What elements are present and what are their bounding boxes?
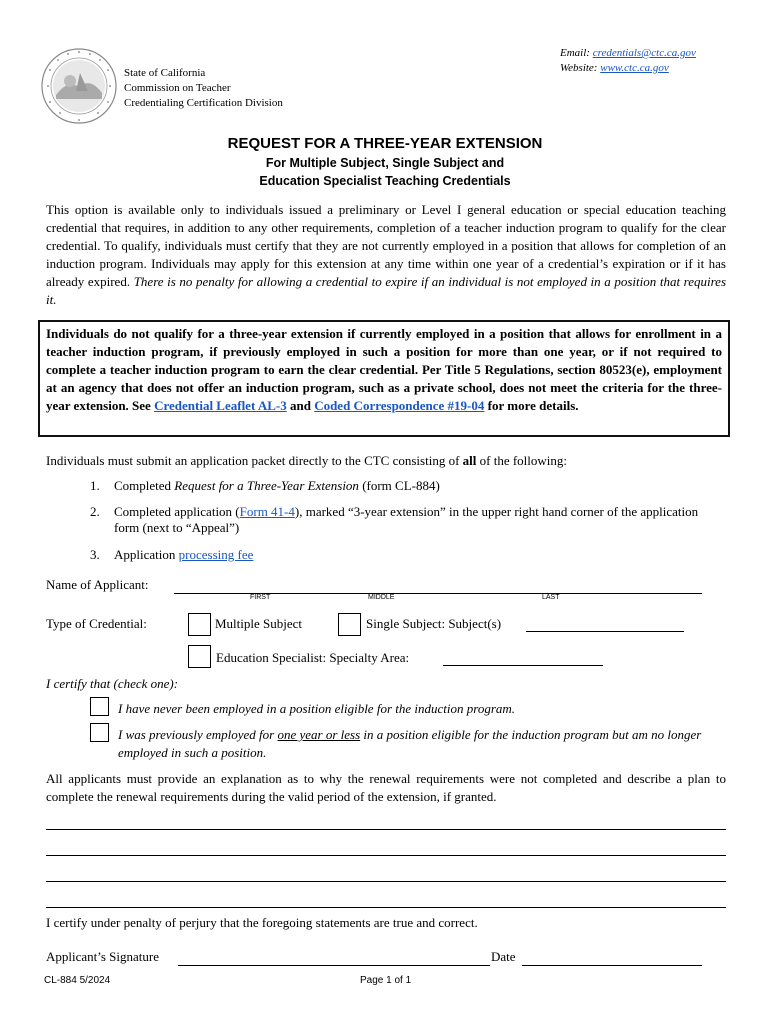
form-title: REQUEST FOR A THREE-YEAR EXTENSION: [227, 135, 543, 152]
packet-intro-pre: Individuals must submit an application packet directly to the CTC consisting of: [46, 453, 460, 468]
cert2-underline: one year or less: [277, 727, 361, 742]
item3-pre: Application: [114, 547, 176, 562]
item1-pre: Completed: [114, 478, 172, 493]
date-input-line[interactable]: [522, 950, 702, 966]
signature-label: Applicant’s Signature: [46, 949, 160, 964]
subtitle-line-1: For Multiple Subject, Single Subject and: [265, 156, 505, 170]
item-number: 1.: [90, 478, 100, 493]
agency-line-3: Credentialing Certification Division: [124, 97, 283, 109]
cert2-post: in a position eligible for the induction program but am no longer employed in such a position.: [118, 727, 702, 760]
california-seal-logo: [40, 47, 118, 125]
single-subject-checkbox[interactable]: [338, 613, 361, 636]
website-link[interactable]: www.ctc.ca.gov: [600, 62, 669, 74]
cert-previously-employed-checkbox[interactable]: [90, 723, 109, 742]
credential-type-label: Type of Credential:: [46, 616, 147, 631]
first-name-caption: FIRST: [250, 594, 271, 601]
explanation-line-4[interactable]: [46, 892, 726, 908]
processing-fee-link[interactable]: processing fee: [178, 547, 254, 562]
education-specialist-label: Education Specialist: Specialty Area:: [216, 650, 410, 665]
item2-post: ), marked “3-year extension” in the upper right hand corner of the application form (next to “Appeal”): [114, 504, 699, 535]
agency-line-1: State of California: [124, 67, 206, 79]
item1-italic: Request for a Three-Year Extension: [174, 478, 359, 493]
email-label: Email:: [560, 47, 593, 59]
notice-and: and: [289, 398, 311, 413]
email-link[interactable]: credentials@ctc.ca.gov: [592, 47, 696, 59]
coded-correspondence-link[interactable]: Coded Correspondence #19-04: [314, 398, 485, 413]
name-label: Name of Applicant:: [46, 577, 149, 592]
item1-post: (form CL-884): [362, 478, 440, 493]
packet-item-1: [90, 478, 730, 496]
explanation-line-3[interactable]: [46, 866, 726, 882]
form-41-4-link[interactable]: Form 41-4: [239, 504, 295, 519]
contact-block: [560, 46, 696, 76]
subtitle-line-2: Education Specialist Teaching Credentials: [259, 174, 511, 188]
form-subtitle: [0, 154, 770, 190]
item2-pre: Completed application (: [114, 504, 240, 519]
agency-block: [124, 66, 283, 111]
certify-label: I certify that (check one):: [46, 676, 179, 691]
explanation-instructions: All applicants must provide an explanation as to why the renewal requirements were not completed and describe a plan to complete the renewal requirements during the valid period of the extension, if granted.: [46, 771, 726, 804]
name-input-line[interactable]: [174, 578, 702, 594]
packet-item-3: [90, 547, 730, 565]
intro-italic: There is no penalty for allowing a credential to expire if an individual is not employed in a position that requires it.: [46, 274, 727, 307]
signature-input-line[interactable]: [178, 950, 490, 966]
perjury-statement: I certify under penalty of perjury that the foregoing statements are true and correct.: [46, 915, 478, 930]
website-label: Website:: [560, 62, 601, 74]
form-id: CL-884 5/2024: [44, 975, 111, 986]
education-specialist-checkbox[interactable]: [188, 645, 211, 668]
date-label: Date: [491, 949, 516, 964]
intro-paragraph: [46, 201, 726, 309]
single-subject-label: Single Subject: Subject(s): [366, 616, 502, 631]
agency-line-2: Commission on Teacher: [124, 82, 231, 94]
eligibility-notice-box: [38, 320, 730, 437]
explanation-line-2[interactable]: [46, 840, 726, 856]
intro-text: This option is available only to individuals issued a preliminary or Level I general education or special education teaching credential that requires, in addition to any other requirements, completion of a teacher induction program to qualify for the clear credential. To qualify, individuals must certify that they are not currently employed in a position that allows for completion of an induction program. Individuals may apply for this extension at any time within one year of a credential’s expiration or if it has already expired.: [46, 202, 726, 289]
cert-never-employed-text: I have never been employed in a position eligible for the induction program.: [118, 701, 516, 716]
packet-item-2: [90, 504, 730, 538]
packet-intro-post: of the following:: [479, 453, 568, 468]
multiple-subject-checkbox[interactable]: [188, 613, 211, 636]
credential-leaflet-link[interactable]: Credential Leaflet AL-3: [154, 398, 287, 413]
packet-intro: [46, 452, 726, 470]
packet-intro-bold: all: [462, 453, 477, 468]
cert-previously-employed-text: [118, 726, 730, 762]
item-number: 3.: [90, 547, 100, 562]
cert2-pre: I was previously employed for: [118, 727, 275, 742]
specialty-area-input-line[interactable]: [443, 651, 603, 666]
notice-text: Individuals do not qualify for a three-year extension if currently employed in a position that allows for enrollment in a teacher induction program, if previously employed in such a position for more than one year, or if not required to complete a teacher induction program to earn the clear credential. Per Title 5 Regulations, section 80523(e), employment at an agency that does not offer an induction program, such as a private school, does not meet the criteria for the three-year extension. See: [46, 326, 722, 413]
item-number: 2.: [90, 504, 100, 519]
page-number: Page 1 of 1: [360, 975, 412, 986]
multiple-subject-label: Multiple Subject: [215, 616, 303, 631]
explanation-line-1[interactable]: [46, 814, 726, 830]
middle-name-caption: MIDDLE: [368, 594, 395, 601]
last-name-caption: LAST: [542, 594, 560, 601]
cert-never-employed-checkbox[interactable]: [90, 697, 109, 716]
single-subject-input-line[interactable]: [526, 617, 684, 632]
notice-tail: for more details.: [487, 398, 579, 413]
